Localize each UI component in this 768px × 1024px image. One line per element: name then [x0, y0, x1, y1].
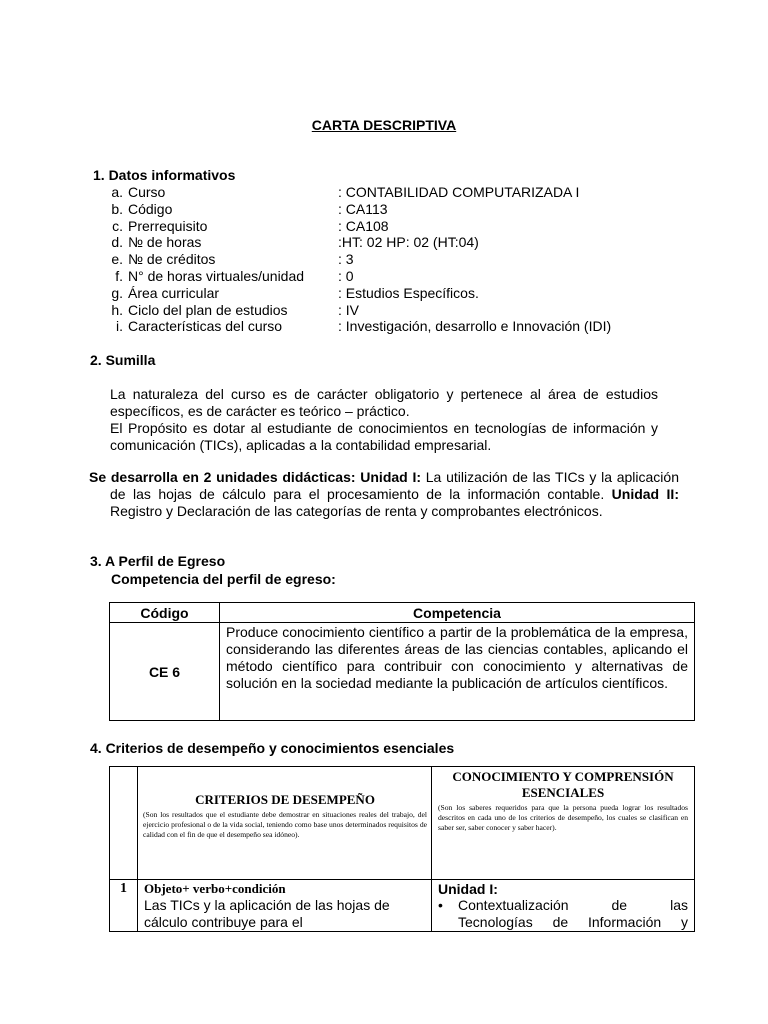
datos-row-label [105, 184, 165, 200]
datos-row-label [105, 268, 304, 284]
knowledge-header-cell [432, 767, 695, 880]
criteria-row-label: Objeto+ verbo+condición [144, 881, 286, 896]
datos-row-letter: g. [111, 284, 123, 301]
datos-row-letter: h. [111, 301, 123, 318]
knowledge-title: CONOCIMIENTO Y COMPRENSIÓN ESENCIALES [452, 769, 674, 800]
datos-row-value: : CA108 [338, 217, 389, 234]
criteria-header-cell [138, 767, 432, 880]
section-4-heading: 4. Criterios de desempeño y conocimientos esenciales [90, 740, 455, 756]
knowledge-description: (Son los saberes requeridos para que la persona pueda lograr los resultados descritos en cada uno de los criterios de desempeño, los cuales se clasifican en saber ser, saber conocer y saber hacer). [438, 803, 688, 832]
criteria-row-cell [138, 880, 432, 932]
bullet-icon: • [438, 897, 443, 913]
datos-row-value: : Investigación, desarrollo e Innovación (IDI) [338, 318, 612, 335]
datos-row-label-text: Código [128, 200, 173, 217]
datos-row-label-text: Prerrequisito [128, 217, 208, 234]
datos-row-value: :HT: 02 HP: 02 (HT:04) [338, 234, 479, 251]
competence-text: Produce conocimiento científico a partir de la problemática de la empresa, considerando las diferentes áreas de las ciencias contables, aplicando el método científico para contribuir con conocimiento y alternativas de solución en la sociedad mediante la publicación de artículos científicos. [220, 623, 695, 721]
datos-row-label [105, 218, 207, 234]
datos-row-value: : 3 [338, 251, 354, 268]
knowledge-row-unit: Unidad I: [438, 881, 498, 897]
datos-row-label-text: N° de horas virtuales/unidad [128, 268, 305, 284]
datos-row-letter: e. [111, 251, 123, 268]
datos-row-letter: c. [112, 217, 123, 234]
datos-row-value: : CONTABILIDAD COMPUTARIZADA I [338, 184, 580, 200]
datos-row-letter: a. [111, 184, 123, 200]
datos-row-letter: f. [115, 268, 123, 284]
col-header-competence: Competencia [220, 603, 695, 623]
criteria-description: (Son los resultados que el estudiante debe demostrar en situaciones reales del trabajo, del ejercicio profesional o de la vida social, teniendo como base unos determinados requisitos de calidad con el fin de que el desempeño sea idóneo). [143, 810, 427, 839]
datos-row-label-text: Ciclo del plan de estudios [128, 301, 288, 318]
units-unit2-label: Unidad II: [611, 486, 679, 502]
section-1-heading: 1. Datos informativos [93, 167, 236, 183]
knowledge-row-bullet-text: Contextualización de las Tecnologías de Información y [458, 897, 688, 930]
sumilla-paragraph-2: El Propósito es dotar al estudiante de conocimientos en tecnologías de información y comunicación (TICs), aplicadas a la contabilidad empresarial. [110, 420, 658, 453]
criteria-title: CRITERIOS DE DESEMPEÑO [195, 792, 375, 807]
datos-row-value: : Estudios Específicos. [338, 284, 479, 301]
datos-row-label-text: Características del curso [128, 318, 283, 335]
competence-code: CE 6 [110, 623, 220, 721]
datos-row-value: : CA113 [338, 200, 388, 217]
units-paragraph [89, 469, 679, 520]
knowledge-row-bullet-item [438, 897, 688, 931]
datos-row-label [105, 251, 215, 267]
competence-table [109, 602, 695, 721]
datos-row-label [105, 201, 172, 217]
section-3-subheading: Competencia del perfil de egreso: [111, 571, 336, 587]
criteria-header-empty-cell [110, 767, 138, 880]
page-title: CARTA DESCRIPTIVA [311, 117, 457, 133]
datos-row-label [105, 302, 288, 318]
criteria-row-number: 1 [110, 880, 138, 932]
datos-row-label-text: Área curricular [128, 284, 220, 301]
col-header-code: Código [110, 603, 220, 623]
sumilla-paragraph-1: La naturaleza del curso es de carácter obligatorio y pertenece al área de estudios específicos, es de carácter es teórico – práctico. [110, 386, 658, 419]
section-3-heading: 3. A Perfil de Egreso [90, 553, 226, 569]
datos-row-label-text: Curso [128, 184, 166, 200]
criteria-row-text: Las TICs y la aplicación de las hojas de cálculo contribuye para el [144, 897, 390, 930]
datos-row-letter: i. [116, 318, 123, 335]
units-unit1-text: La utilización de las TICs y la aplicación de las hojas de cálculo para el procesamiento de la información contable. [110, 469, 679, 502]
datos-row-label-text: № de créditos [128, 251, 216, 268]
datos-row-label [105, 318, 282, 334]
datos-row-letter: d. [111, 234, 123, 251]
units-lead: Se desarrolla en 2 unidades didácticas: Unidad I: [89, 469, 422, 485]
section-2-heading: 2. Sumilla [90, 352, 156, 368]
units-unit2-text: Registro y Declaración de las categorías de renta y comprobantes electrónicos. [110, 503, 603, 519]
criteria-table [109, 766, 695, 932]
datos-row-label [105, 285, 219, 301]
knowledge-row-cell [432, 880, 695, 932]
datos-row-label [105, 234, 201, 250]
datos-row-letter: b. [111, 200, 123, 217]
datos-row-label-text: № de horas [128, 234, 202, 251]
datos-row-value: : IV [338, 301, 360, 318]
datos-row-value: : 0 [338, 268, 354, 284]
